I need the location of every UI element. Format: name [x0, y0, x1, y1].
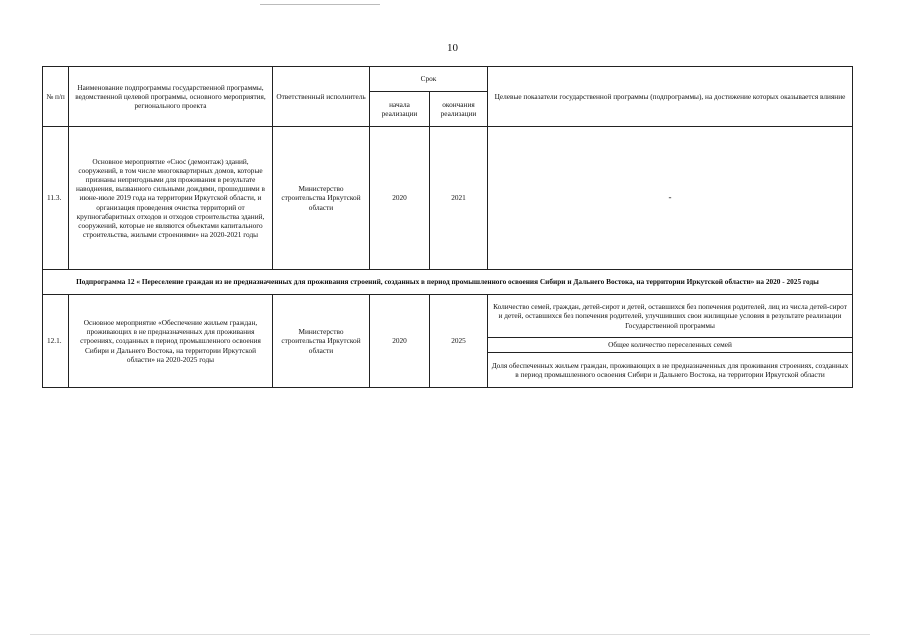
target-indicator: Общее количество переселенных семей [488, 338, 853, 353]
row-start: 2020 [370, 127, 430, 270]
page-number: 10 [447, 42, 458, 54]
row-end: 2021 [430, 127, 488, 270]
program-table [42, 66, 853, 388]
header-start: начала реализации [370, 92, 430, 127]
row-name: Основное мероприятие «Снос (демонтаж) зданий, сооружений, в том числе многоквартирных домов, которые признаны непригодными для проживания в результате наводнения, вызванного сильными дождями, прошедшими в июне-июле 2019 года на территории Иркутской области, и организация проведения очистка территорий от крупногабаритных отходов и отходов строительства зданий, сооружений, которые не являются объектами капитального строительства, жилыми строениями» на 2020-2021 годы [69, 127, 273, 270]
header-end: окончания реализации [430, 92, 488, 127]
row-name: Основное мероприятие «Обеспечение жильем граждан, проживающих в не предназначенных для проживания строениях, созданных в период промышленного освоения Сибири и Дальнего Востока, на территории Иркутской области» на 2020-2025 годы [69, 295, 273, 388]
row-start: 2020 [370, 295, 430, 388]
scan-artifact-top [260, 4, 380, 5]
row-responsible: Министерство строительства Иркутской области [273, 127, 370, 270]
scan-artifact-bottom [30, 634, 870, 635]
row-responsible: Министерство строительства Иркутской области [273, 295, 370, 388]
subprogram-row [43, 270, 853, 295]
row-number: 11.3. [43, 127, 69, 270]
row-end: 2025 [430, 295, 488, 388]
table-row [43, 127, 853, 270]
target-indicator: Доля обеспеченных жильем граждан, проживающих в не предназначенных для проживания строениях, созданных в период промышленного освоения Сибири и Дальнего Востока, на территории Иркутской области [488, 353, 853, 388]
row-targets: - [488, 127, 853, 270]
subprogram-title: Подпрограмма 12 « Переселение граждан из не предназначенных для проживания строений, созданных в период промышленного освоения Сибири и Дальнего Востока, на территории Иркутской области» на 2020 - 2025 годы [43, 270, 853, 295]
table-header-row [43, 67, 853, 92]
row-number: 12.1. [43, 295, 69, 388]
header-targets: Целевые показатели государственной программы (подпрограммы), на достижение которых оказывается влияние [488, 67, 853, 127]
header-term: Срок [370, 67, 488, 92]
target-indicator: Количество семей, граждан, детей-сирот и детей, оставшихся без попечения родителей, лиц из числа детей-сирот и детей, оставшихся без попечения родителей, улучшивших свои жилищные условия в результате реализации Государственной программы [488, 295, 853, 338]
header-num: № п/п [43, 67, 69, 127]
table-row [43, 295, 853, 338]
header-responsible: Ответственный исполнитель [273, 67, 370, 127]
header-name: Наименование подпрограммы государственной программы, ведомственной целевой программы, основного мероприятия, регионального проекта [69, 67, 273, 127]
